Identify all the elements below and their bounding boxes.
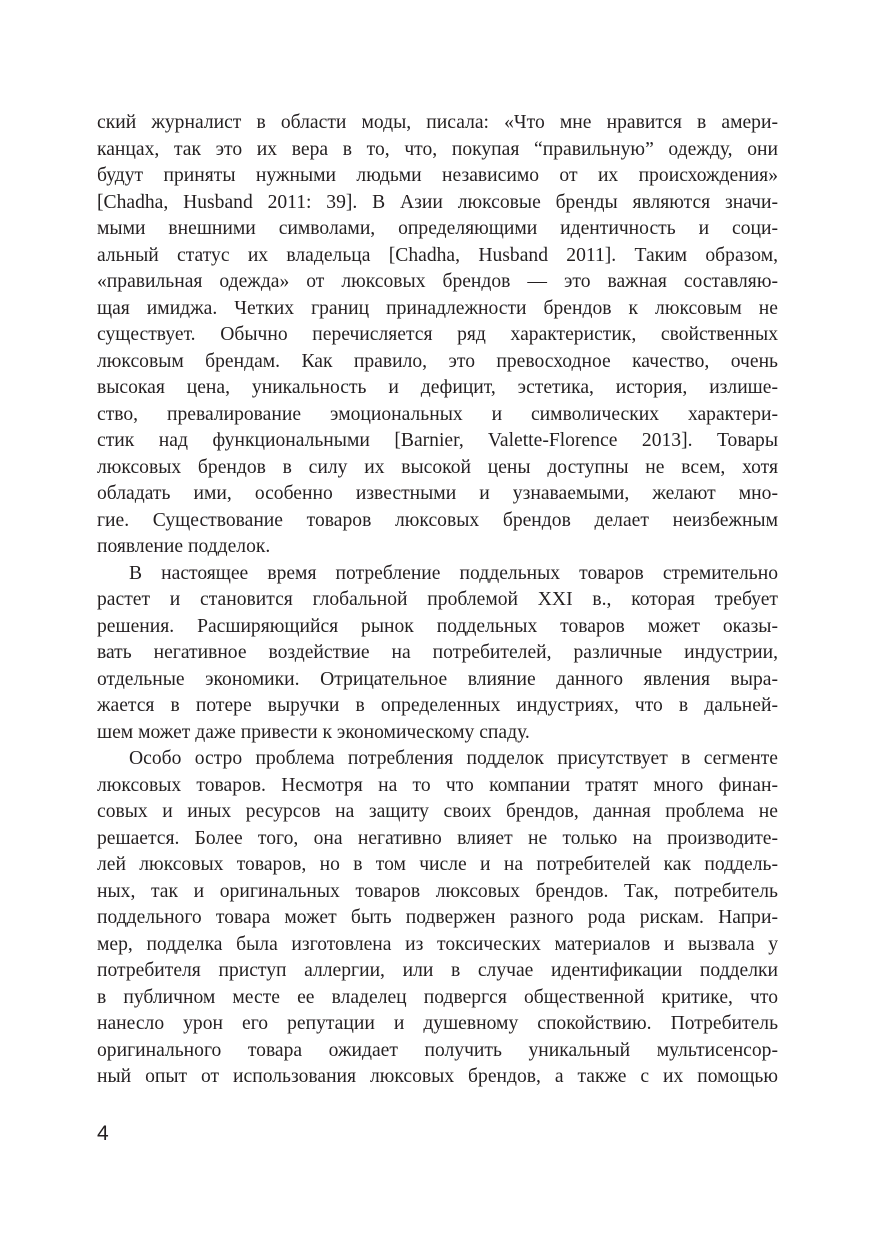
- text-line: шем может даже привести к экономическому спаду.: [97, 721, 530, 743]
- text-line: решения. Расширяющийся рынок поддельных товаров может оказы-: [97, 615, 778, 637]
- text-line: стик над функциональными [Barnier, Valette-Florence 2013]. Товары: [97, 430, 778, 451]
- text-line: в публичном месте ее владелец подвергся общественной критике, что: [97, 986, 778, 1008]
- text-line: ство, превалирование эмоциональных и символических характери-: [97, 403, 778, 425]
- text-line: щая имиджа. Четких границ принадлежности брендов к люксовым не: [97, 297, 778, 319]
- text-line: поддельного товара может быть подвержен разного рода рискам. Напри-: [97, 907, 778, 928]
- paragraph-3: [97, 746, 778, 1091]
- text-line: потребителя приступ аллергии, или в случае идентификации подделки: [97, 960, 778, 981]
- text-line: ский журналист в области моды, писала: «Что мне нравится в амери-: [97, 112, 778, 133]
- text-line: отдельные экономики. Отрицательное влияние данного явления выра-: [97, 668, 778, 690]
- text-line: люксовых брендов в силу их высокой цены доступны не всем, хотя: [97, 456, 778, 478]
- text-line: гие. Существование товаров люксовых брендов делает неизбежным: [97, 509, 778, 531]
- text-line: жается в потере выручки в определенных индустриях, что в дальней-: [97, 695, 778, 716]
- text-line: нанесло урон его репутации и душевному спокойствию. Потребитель: [97, 1013, 778, 1034]
- text-line: ных, так и оригинальных товаров люксовых брендов. Так, потребитель: [97, 880, 778, 902]
- text-line: обладать ими, особенно известными и узнаваемыми, желают мно-: [97, 483, 778, 504]
- text-line: канцах, так это их вера в то, что, покупая “правильную” одежду, они: [97, 138, 778, 160]
- text-line: оригинального товара ожидает получить уникальный мультисенсор-: [97, 1039, 778, 1061]
- text-line: ный опыт от использования люксовых брендов, а также с их помощью: [97, 1066, 778, 1087]
- text-line: решается. Более того, она негативно влияет не только на производите-: [97, 827, 778, 849]
- text-line: вать негативное воздействие на потребителей, различные индустрии,: [97, 642, 778, 663]
- text-line: растет и становится глобальной проблемой XXI в., которая требует: [97, 589, 778, 610]
- paragraph-1: [97, 110, 778, 561]
- text-line: [Chadha, Husband 2011: 39]. В Азии люксовые бренды являются значи-: [97, 191, 778, 213]
- text-line: лей люксовых товаров, но в том числе и на потребителей как поддель-: [97, 854, 778, 875]
- text-line: «правильная одежда» от люксовых брендов — это важная составляю-: [97, 271, 778, 292]
- text-line: люксовым брендам. Как правило, это превосходное качество, очень: [97, 350, 778, 372]
- page-body: [97, 110, 778, 1091]
- text-line: мер, подделка была изготовлена из токсических материалов и вызвала у: [97, 933, 778, 955]
- text-line: совых и иных ресурсов на защиту своих брендов, данная проблема не: [97, 801, 778, 822]
- paragraph-2: [97, 561, 778, 747]
- text-line: мыми внешними символами, определяющими идентичность и соци-: [97, 218, 778, 239]
- text-line: существует. Обычно перечисляется ряд характеристик, свойственных: [97, 324, 778, 345]
- page-number: 4: [97, 1122, 109, 1145]
- text-line: будут приняты нужными людьми независимо от их происхождения»: [97, 165, 778, 186]
- text-line: люксовых товаров. Несмотря на то что компании тратят много финан-: [97, 774, 778, 796]
- text-line: В настоящее время потребление поддельных товаров стремительно: [129, 562, 778, 584]
- text-line: появление подделок.: [97, 536, 271, 557]
- text-line: высокая цена, уникальность и дефицит, эстетика, история, излише-: [97, 377, 778, 398]
- text-line: альный статус их владельца [Chadha, Husband 2011]. Таким образом,: [97, 244, 778, 266]
- text-line: Особо остро проблема потребления подделок присутствует в сегменте: [129, 748, 778, 769]
